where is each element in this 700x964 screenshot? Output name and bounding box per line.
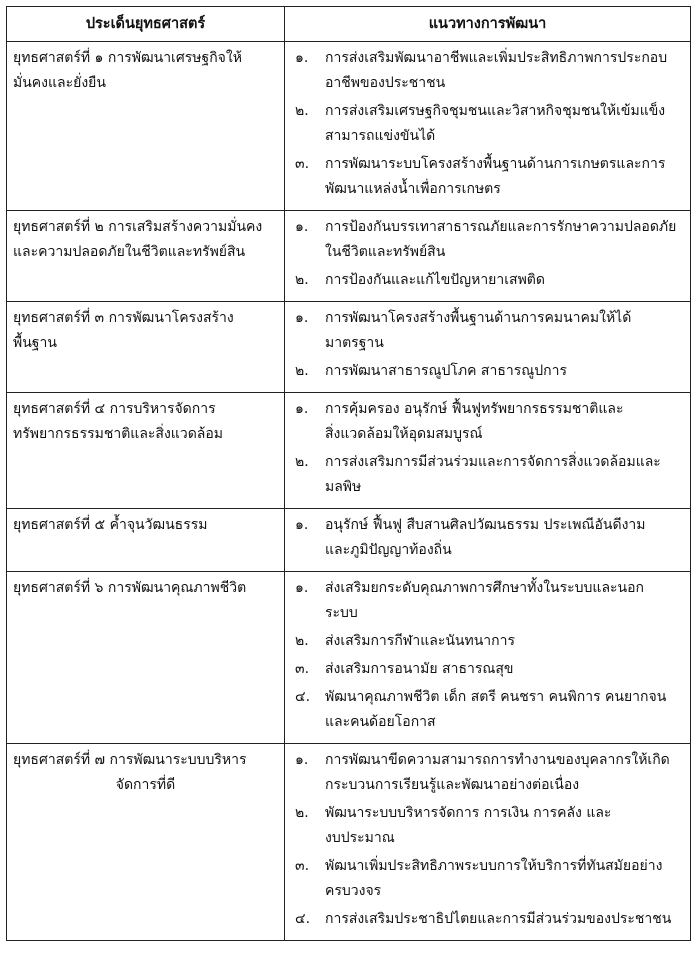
list-item xyxy=(295,152,684,202)
item-number: ๑. xyxy=(295,50,309,66)
list-item xyxy=(295,801,684,851)
strategy-cell xyxy=(7,302,285,393)
item-text-line: การคุ้มครอง อนุรักษ์ ฟื้นฟูทรัพยากรธรรมชาติและ xyxy=(325,401,624,417)
approach-list xyxy=(295,748,684,932)
item-text-line: พัฒนาแหล่งน้ำเพื่อการเกษตร xyxy=(325,181,501,197)
item-text-line: พัฒนาเพิ่มประสิทธิภาพระบบการให้บริการที่ทันสมัยอย่าง xyxy=(325,858,663,874)
item-number: ๒. xyxy=(295,633,309,649)
item-text-line: อาชีพของประชาชน xyxy=(325,75,446,91)
header-strategy: ประเด็นยุทธศาสตร์ xyxy=(7,7,285,42)
item-text-line: การป้องกันบรรเทาสาธารณภัยและการรักษาความปลอดภัย xyxy=(325,219,677,235)
item-text-line: สามารถแข่งขันได้ xyxy=(325,128,436,144)
strategy-cell xyxy=(7,509,285,572)
item-text-line: งบประมาณ xyxy=(325,830,395,846)
item-text-line: มลพิษ xyxy=(325,479,362,495)
strategy-cell xyxy=(7,211,285,302)
table-row xyxy=(7,509,691,572)
item-number: ๑. xyxy=(295,401,309,417)
list-item xyxy=(295,99,684,149)
approach-cell xyxy=(285,42,691,211)
item-text-line: การส่งเสริมการมีส่วนร่วมและการจัดการสิ่งแวดล้อมและ xyxy=(325,454,661,470)
item-text-line: ครบวงจร xyxy=(325,883,382,899)
list-item xyxy=(295,576,684,626)
item-number: ๔. xyxy=(295,689,311,705)
item-number: ๑. xyxy=(295,517,309,533)
item-number: ๑. xyxy=(295,752,309,768)
item-number: ๑. xyxy=(295,580,309,596)
item-text-line: ส่งเสริมยกระดับคุณภาพการศึกษาทั้งในระบบและนอก xyxy=(325,580,644,596)
strategy-line: พื้นฐาน xyxy=(13,335,57,351)
item-text-line: อนุรักษ์ ฟื้นฟู สืบสานศิลปวัฒนธรรม ประเพณีอันดีงาม xyxy=(325,517,646,533)
list-item xyxy=(295,629,684,654)
list-item xyxy=(295,450,684,500)
strategy-line: ยุทธศาสตร์ที่ ๑ การพัฒนาเศรษฐกิจให้ xyxy=(13,50,242,66)
strategy-line: จัดการที่ดี xyxy=(115,777,176,793)
item-number: ๔. xyxy=(295,911,311,927)
item-text-line: ส่งเสริมการกีฬาและนันทนาการ xyxy=(325,633,516,649)
item-text-line: การพัฒนาขีดความสามารถการทำงานของบุคลากรให้เกิด xyxy=(325,752,670,768)
strategy-line: ยุทธศาสตร์ที่ ๕ ค้ำจุนวัฒนธรรม xyxy=(13,517,208,533)
strategy-line: ยุทธศาสตร์ที่ ๓ การพัฒนาโครงสร้าง xyxy=(13,310,234,326)
table-row xyxy=(7,393,691,509)
approach-cell xyxy=(285,393,691,509)
approach-cell xyxy=(285,302,691,393)
list-item xyxy=(295,748,684,798)
approach-list xyxy=(295,215,684,293)
strategy-table xyxy=(6,6,691,941)
list-item xyxy=(295,513,684,563)
item-text-line: พัฒนาระบบบริหารจัดการ การเงิน การคลัง และ xyxy=(325,805,612,821)
strategy-cell xyxy=(7,572,285,744)
strategy-cell xyxy=(7,393,285,509)
strategy-line: ยุทธศาสตร์ที่ ๗ การพัฒนาระบบบริหาร xyxy=(13,752,247,768)
item-text-line: ในชีวิตและทรัพย์สิน xyxy=(325,244,446,260)
item-text-line: พัฒนาคุณภาพชีวิต เด็ก สตรี คนชรา คนพิการ คนยากจน xyxy=(325,689,667,705)
strategy-line: ยุทธศาสตร์ที่ ๔ การบริหารจัดการ xyxy=(13,401,216,417)
list-item xyxy=(295,359,684,384)
approach-list xyxy=(295,46,684,202)
approach-list xyxy=(295,513,684,563)
item-text-line: การพัฒนาโครงสร้างพื้นฐานด้านการคมนาคมให้ได้ xyxy=(325,310,632,326)
item-text-line: กระบวนการเรียนรู้และพัฒนาอย่างต่อเนื่อง xyxy=(325,777,580,793)
item-number: ๓. xyxy=(295,156,310,172)
item-number: ๑. xyxy=(295,219,309,235)
approach-cell xyxy=(285,572,691,744)
approach-cell xyxy=(285,744,691,941)
item-text-line: ส่งเสริมการอนามัย สาธารณสุข xyxy=(325,661,514,677)
item-text-line: การส่งเสริมพัฒนาอาชีพและเพิ่มประสิทธิภาพการประกอบ xyxy=(325,50,668,66)
header-approach: แนวทางการพัฒนา xyxy=(285,7,691,42)
list-item xyxy=(295,397,684,447)
list-item xyxy=(295,268,684,293)
item-text-line: การส่งเสริมประชาธิปไตยและการมีส่วนร่วมของประชาชน xyxy=(325,911,672,927)
header-row xyxy=(7,7,691,42)
strategy-line: ทรัพยากรธรรมชาติและสิ่งแวดล้อม xyxy=(13,426,223,442)
item-number: ๒. xyxy=(295,103,309,119)
item-text-line: สิ่งแวดล้อมให้อุดมสมบูรณ์ xyxy=(325,426,483,442)
approach-list xyxy=(295,576,684,735)
list-item xyxy=(295,685,684,735)
item-text-line: การป้องกันและแก้ไขปัญหายาเสพติด xyxy=(325,272,545,288)
item-number: ๒. xyxy=(295,805,309,821)
item-text-line: การพัฒนาระบบโครงสร้างพื้นฐานด้านการเกษตรและการ xyxy=(325,156,666,172)
item-text-line: การส่งเสริมเศรษฐกิจชุมชนและวิสาหกิจชุมชนให้เข้มแข็ง xyxy=(325,103,666,119)
list-item xyxy=(295,907,684,932)
item-text-line: และคนด้อยโอกาส xyxy=(325,714,436,730)
item-number: ๓. xyxy=(295,661,310,677)
approach-list xyxy=(295,306,684,384)
table-row xyxy=(7,302,691,393)
strategy-line: ยุทธศาสตร์ที่ ๖ การพัฒนาคุณภาพชีวิต xyxy=(13,580,247,596)
strategy-line: มั่นคงและยั่งยืน xyxy=(13,75,106,91)
item-text-line: การพัฒนาสาธารณูปโภค สาธารณูปการ xyxy=(325,363,567,379)
list-item xyxy=(295,46,684,96)
table-row xyxy=(7,42,691,211)
list-item xyxy=(295,215,684,265)
list-item xyxy=(295,657,684,682)
table-row xyxy=(7,744,691,941)
table-row xyxy=(7,211,691,302)
approach-list xyxy=(295,397,684,500)
table-row xyxy=(7,572,691,744)
list-item xyxy=(295,854,684,904)
approach-cell xyxy=(285,509,691,572)
strategy-line: ยุทธศาสตร์ที่ ๒ การเสริมสร้างความมั่นคง xyxy=(13,219,263,235)
item-text-line: มาตรฐาน xyxy=(325,335,384,351)
strategy-cell xyxy=(7,42,285,211)
approach-cell xyxy=(285,211,691,302)
item-number: ๒. xyxy=(295,363,309,379)
item-number: ๒. xyxy=(295,272,309,288)
item-number: ๓. xyxy=(295,858,310,874)
item-text-line: และภูมิปัญญาท้องถิ่น xyxy=(325,542,452,558)
list-item xyxy=(295,306,684,356)
strategy-cell xyxy=(7,744,285,941)
item-number: ๒. xyxy=(295,454,309,470)
strategy-line: และความปลอดภัยในชีวิตและทรัพย์สิน xyxy=(13,244,246,260)
item-text-line: ระบบ xyxy=(325,605,358,621)
item-number: ๑. xyxy=(295,310,309,326)
